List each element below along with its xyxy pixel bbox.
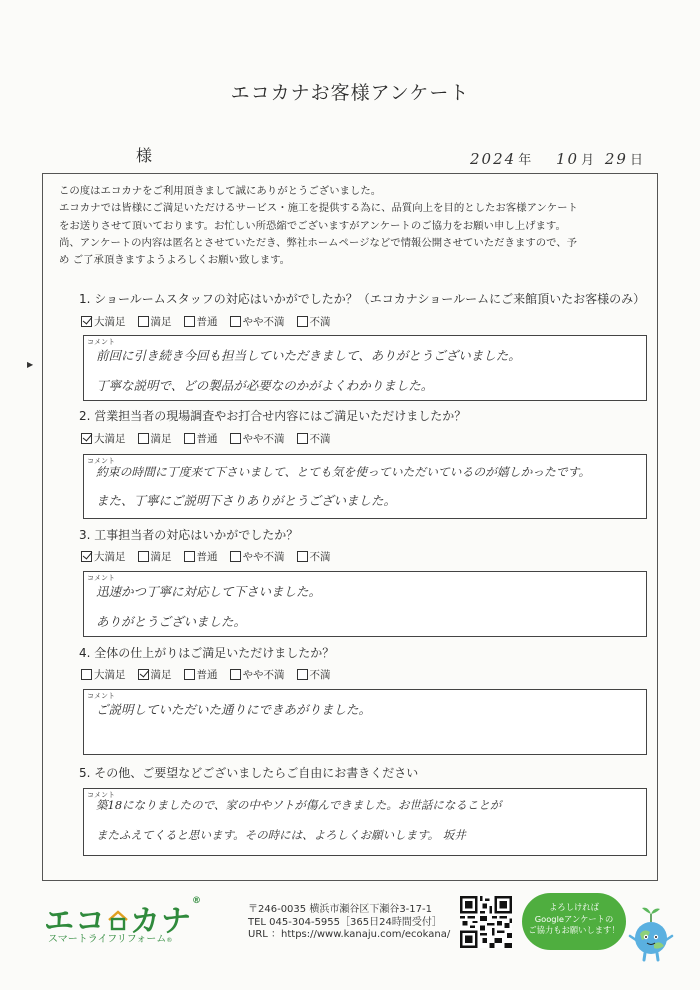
checkbox[interactable] xyxy=(297,316,308,327)
logo-text-eco: エコ xyxy=(44,904,106,939)
option-2[interactable] xyxy=(138,314,172,329)
bubble-line: よろしければ xyxy=(549,902,599,912)
comment-line: 前回に引き続き今回も担当していただきまして、ありがとうございました。 xyxy=(96,348,521,363)
question-4-options xyxy=(81,667,331,682)
option-4[interactable] xyxy=(230,314,285,329)
option-5[interactable] xyxy=(297,314,331,329)
checkbox[interactable] xyxy=(297,669,308,680)
option-label: 大満足 xyxy=(94,551,126,563)
intro-text xyxy=(59,183,649,269)
comment-line: 築18になりましたので、家の中やソトが傷んできました。お世話になることが xyxy=(96,798,502,812)
comment-label: コメント xyxy=(87,791,115,799)
checkbox[interactable] xyxy=(184,316,195,327)
checkbox[interactable] xyxy=(230,433,241,444)
house-icon xyxy=(107,904,129,926)
option-label: 大満足 xyxy=(94,316,126,328)
logo-registered: ® xyxy=(192,896,202,906)
checkbox[interactable] xyxy=(230,551,241,562)
question-1-options xyxy=(81,314,331,329)
question-2-comment xyxy=(83,454,647,519)
question-5: 5. その他、ご要望などございましたらご自由にお書きください xyxy=(79,766,419,780)
checkbox[interactable] xyxy=(230,316,241,327)
date-month-unit: 月 xyxy=(581,153,595,168)
customer-salutation: 様 xyxy=(136,146,153,165)
comment-line: 約束の時間に丁度来て下さいまして、とても気を使っていただいているのが嬉しかったです。 xyxy=(96,465,591,479)
option-label: 満足 xyxy=(150,551,172,563)
checkbox-checked[interactable] xyxy=(138,669,149,680)
option-label: 普通 xyxy=(196,433,218,445)
company-address xyxy=(248,904,450,942)
option-2[interactable] xyxy=(138,549,172,564)
option-5[interactable] xyxy=(297,431,331,446)
checkbox-checked[interactable] xyxy=(81,551,92,562)
logo-text-kana: カナ xyxy=(130,904,192,939)
option-5[interactable] xyxy=(297,667,331,682)
option-4[interactable] xyxy=(230,667,285,682)
comment-label: コメント xyxy=(87,574,115,582)
option-5[interactable] xyxy=(297,549,331,564)
survey-form xyxy=(42,173,658,881)
option-label: 不満 xyxy=(309,551,331,563)
bubble-line: Googleアンケートの xyxy=(534,913,614,924)
option-1[interactable] xyxy=(81,667,126,682)
comment-label: コメント xyxy=(87,338,115,346)
option-label: 不満 xyxy=(309,669,331,681)
option-label: 普通 xyxy=(196,669,218,681)
option-1[interactable] xyxy=(81,549,126,564)
option-label: やや不満 xyxy=(242,669,285,681)
checkbox[interactable] xyxy=(81,669,92,680)
logo-tagline xyxy=(48,930,172,945)
option-3[interactable] xyxy=(184,549,218,564)
option-label: 大満足 xyxy=(94,669,126,681)
option-1[interactable] xyxy=(81,314,126,329)
tagline-text: スマートライフリフォーム xyxy=(48,934,167,945)
mascot-icon xyxy=(626,904,676,964)
checkbox[interactable] xyxy=(297,551,308,562)
checkbox[interactable] xyxy=(184,669,195,680)
comment-label: コメント xyxy=(87,457,115,465)
comment-line: また、丁寧にご説明下さりありがとうございました。 xyxy=(96,493,397,508)
question-3-comment xyxy=(83,571,647,637)
comment-line: ありがとうございました。 xyxy=(96,614,247,629)
margin-arrow-icon: ▶ xyxy=(27,360,34,369)
intro-line: め ご了承頂きますようよろしくお願い致します。 xyxy=(59,254,291,267)
address-line: 〒246-0035 横浜市瀬谷区下瀬谷3-17-1 xyxy=(248,904,432,915)
option-label: やや不満 xyxy=(242,551,285,563)
url-line: URL ：https://www.kanaju.com/ecokana/ xyxy=(248,929,451,940)
comment-label: コメント xyxy=(87,692,115,700)
option-label: 普通 xyxy=(196,551,218,563)
intro-line: この度はエコカナをご利用頂きまして誠にありがとうございました。 xyxy=(59,185,382,197)
question-1-comment xyxy=(83,335,647,401)
checkbox[interactable] xyxy=(230,669,241,680)
checkbox-checked[interactable] xyxy=(81,433,92,444)
comment-line: 迅速かつ丁寧に対応して下さいました。 xyxy=(96,584,322,599)
date-day-unit: 日 xyxy=(629,153,643,168)
date-day: 29 xyxy=(604,150,628,168)
date-month: 10 xyxy=(555,150,580,168)
option-2[interactable] xyxy=(138,667,172,682)
comment-line: ご説明していただいた通りにできあがりました。 xyxy=(96,702,372,717)
option-3[interactable] xyxy=(184,667,218,682)
intro-line: エコカナでは皆様にご満足いただけるサービス・施工を提供する為に、品質向上を目的としたお客様アンケート xyxy=(59,202,578,215)
option-label: やや不満 xyxy=(242,316,285,328)
option-4[interactable] xyxy=(230,431,285,446)
option-3[interactable] xyxy=(184,314,218,329)
comment-line: 丁寧な説明で、どの製品が必要なのかがよくわかりました。 xyxy=(96,378,434,393)
date-year: 2024 xyxy=(470,150,517,168)
checkbox[interactable] xyxy=(184,433,195,444)
question-1: 1. ショールームスタッフの対応はいかがでしたか？（エコカナショールームにご来館頂いたお客様のみ） xyxy=(79,292,646,306)
checkbox[interactable] xyxy=(297,433,308,444)
question-2: 2. 営業担当者の現場調査やお打合せ内容にはご満足いただけましたか？ xyxy=(79,409,467,423)
option-label: 不満 xyxy=(309,316,331,328)
option-2[interactable] xyxy=(138,431,172,446)
question-3: 3. 工事担当者の対応はいかがでしたか？ xyxy=(79,528,299,542)
checkbox[interactable] xyxy=(138,316,149,327)
tagline-registered: ® xyxy=(166,937,173,944)
question-5-comment xyxy=(83,788,647,856)
survey-date xyxy=(470,149,649,168)
option-label: 満足 xyxy=(150,433,172,445)
checkbox-checked[interactable] xyxy=(81,316,92,327)
checkbox[interactable] xyxy=(138,433,149,444)
option-1[interactable] xyxy=(81,431,126,446)
bubble-line: ご協力もお願いします！ xyxy=(528,925,620,935)
option-label: 普通 xyxy=(196,316,218,328)
option-label: やや不満 xyxy=(242,433,285,445)
comment-line: またふえてくると思います。その時には、よろしくお願いします。 坂井 xyxy=(96,828,466,842)
question-3-options xyxy=(81,549,331,564)
checkbox[interactable] xyxy=(138,551,149,562)
option-label: 不満 xyxy=(309,433,331,445)
qr-code-icon[interactable] xyxy=(460,896,512,948)
option-label: 満足 xyxy=(150,316,172,328)
google-survey-bubble[interactable] xyxy=(522,893,626,950)
survey-title: エコカナお客様アンケート xyxy=(230,82,470,104)
option-3[interactable] xyxy=(184,431,218,446)
question-4-comment xyxy=(83,689,647,755)
question-2-options xyxy=(81,431,331,446)
tel-line: TEL 045-304-5955［365日24時間受付］ xyxy=(248,916,442,928)
date-year-unit: 年 xyxy=(518,153,532,168)
option-label: 満足 xyxy=(150,669,172,681)
checkbox[interactable] xyxy=(184,551,195,562)
option-4[interactable] xyxy=(230,549,285,564)
intro-line: をお送りさせて頂いております。お忙しい所恐縮でございますがアンケートのご協力をお願い申し上げます。 xyxy=(59,219,566,232)
option-label: 大満足 xyxy=(94,433,126,445)
intro-line: 尚、アンケートの内容は匿名とさせていただき、弊社ホームページなどで情報公開させていただきますので、予 xyxy=(59,236,578,249)
question-4: 4. 全体の仕上がりはご満足いただけましたか？ xyxy=(79,646,335,660)
